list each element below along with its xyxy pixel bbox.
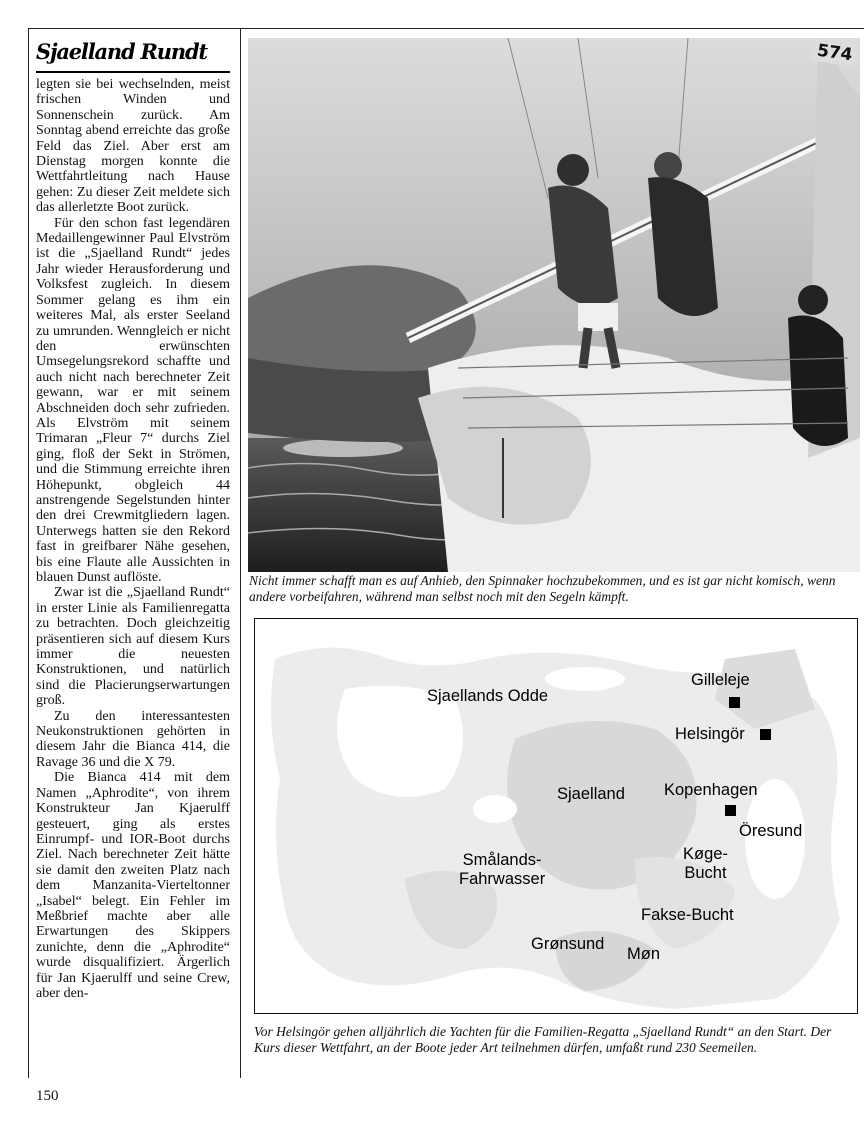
marker-helsingor: [760, 729, 771, 740]
left-rule: [28, 28, 29, 1078]
article-paragraph: Zu den interessantesten Neukonstruktionen gehörten in diesem Jahr die Bianca 414, die Ravage 36 und die X 79.: [36, 708, 230, 770]
map-caption: Vor Helsingör gehen alljährlich die Yachten für die Familien-Regatta „Sjaelland Rundt“ an den Start. Der Kurs dieser Wettfahrt, an der Boote jeder Art teilnehmen dürfen, umfaßt rund 230 Seemeilen.: [254, 1024, 832, 1055]
column-rule: [240, 28, 241, 1078]
photo-illustration: [248, 38, 860, 572]
place-koge-line2: Bucht: [684, 864, 727, 882]
place-helsingor: Helsingör: [675, 725, 745, 743]
place-koge-line1: Køge-: [683, 845, 728, 863]
article-paragraph: Für den schon fast legendären Medaillengewinner Paul Elvström ist die „Sjaelland Rundt“ jedes Jahr wieder Herausforderung und Volksfest zugleich. In diesem Sommer gelang es ihm ein weiteres Mal, als erster Seeland zu umrunden. Wenngleich er nicht den erwünschten Umsegelungsrekord schaffte und auch nicht nach berechneter Zeit gewann, war er mit seinem Abschneiden doch sehr zufrieden. Als Elvström mit seinem Trimaran „Fleur 7“ durchs Ziel ging, floß der Sekt in Strömen, und die Stimmung erreichte ihren Höhepunkt, obgleich 44 anstrengende Segelstunden hinter den drei Crewmitgliedern lagen. Unterwegs hatten sie den Rekord fast in greifbarer Nähe gesehen, bis eine Flaute alle Aussichten in blauen Dunst auflöste.: [36, 215, 230, 585]
page-number: 150: [36, 1088, 59, 1104]
place-kopenhagen: Kopenhagen: [664, 781, 758, 799]
place-mon: Møn: [627, 945, 660, 963]
sailing-photo: [248, 38, 860, 572]
place-smalands-line2: Fahrwasser: [459, 870, 546, 888]
place-sjaelland: Sjaelland: [557, 785, 625, 803]
place-smalands-line1: Smålands-: [462, 851, 542, 869]
photo-caption: Nicht immer schafft man es auf Anhieb, den Spinnaker hochzubekommen, und es ist gar nicht komisch, wenn andere vorbeifahren, während man selbst noch mit den Segeln kämpft.: [249, 573, 836, 604]
place-gilleleje: Gilleleje: [691, 671, 750, 689]
section-rubric: Sjaelland Rundt: [36, 37, 230, 73]
top-rule: [28, 28, 864, 29]
place-smalands-fahrwasser: [459, 851, 545, 889]
marker-kopenhagen: [725, 805, 736, 816]
sjaelland-map: [254, 618, 858, 1014]
article-paragraph: Die Bianca 414 mit dem Namen „Aphrodite“, von ihrem Konstrukteur Jan Kjaerulff gesteuert, ging als erstes Einrumpf- und IOR-Boot durchs Ziel. Nach berechneter Zeit hätte sie damit den zweiten Platz nach dem Manzanita-Vierteltonner „Isabel“ belegt. Ein Fehler im Meßbrief machte aber alle Erwartungen des Skippers zunichte, denn die „Aphrodite“ wurde disqualifiziert. Ärgerlich für Jan Kjaerulff und seine Crew, aber den-: [36, 770, 230, 1001]
article-column: [36, 77, 230, 1001]
place-fakse-bucht: Fakse-Bucht: [641, 906, 734, 924]
marker-gilleleje: [729, 697, 740, 708]
article-paragraph: Zwar ist die „Sjaelland Rundt“ in erster Linie als Familienregatta zu betrachten. Doch gleichzeitig präsentieren sich auf diesem Kurs immer die neuesten Konstruktionen, und natürlich sind die Placierungserwartungen groß.: [36, 585, 230, 709]
sail-number: 574: [811, 39, 857, 67]
place-oresund: Öresund: [739, 822, 803, 840]
place-koge-bucht: [683, 845, 728, 883]
article-paragraph: legten sie bei wechselnden, meist frischen Winden und Sonnenschein zurück. Am Sonntag abend erreichte das große Feld das Ziel. Aber erst am Dienstag morgen konnte die Wettfahrtleitung nach Hause gehen: Zu dieser Zeit meldete sich das allerletzte Boot zurück.: [36, 77, 230, 216]
place-sjaellands-odde: Sjaellands Odde: [427, 687, 549, 705]
place-gronsund: Grønsund: [531, 935, 605, 953]
